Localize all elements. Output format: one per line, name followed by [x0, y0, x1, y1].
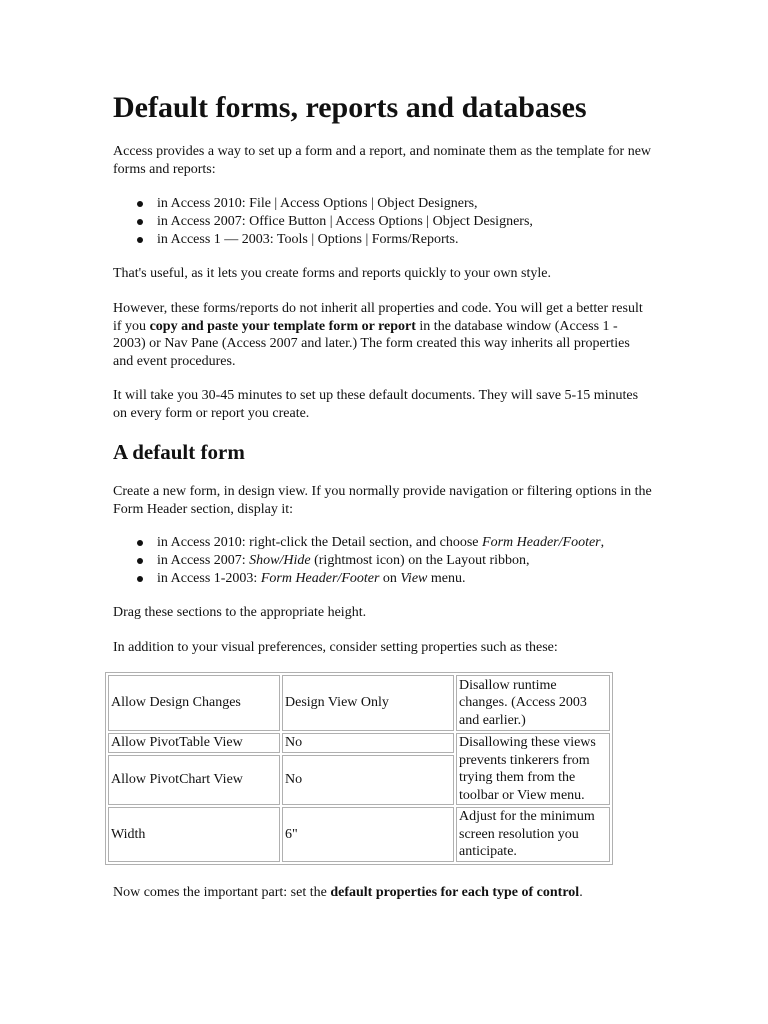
- property-value-cell: 6": [282, 807, 454, 862]
- however-paragraph: However, these forms/reports do not inherit all properties and code. You will get a better result if you copy and paste your template form or report in the database window (Access 1 - 2003) or Nav Pane (Access 2007 and later.) The form created this way inherits all properties and event procedures.: [113, 301, 643, 369]
- table-row: [108, 807, 610, 862]
- template-location-list: [113, 195, 653, 249]
- property-note-cell: Disallowing these views prevents tinkerers from trying them from the toolbar or View menu.: [456, 733, 610, 805]
- time-paragraph: It will take you 30-45 minutes to set up these default documents. They will save 5-15 minutes on every form or report you create.: [113, 388, 639, 421]
- property-name-cell: Allow PivotTable View: [108, 733, 280, 753]
- property-value-cell: No: [282, 755, 454, 805]
- table-row: [108, 733, 610, 753]
- copy-paste-emphasis: copy and paste your template form or report: [149, 318, 416, 334]
- property-name-cell: Allow Design Changes: [108, 675, 280, 731]
- list-item: in Access 2010: right-click the Detail section, and choose Form Header/Footer,: [113, 534, 653, 552]
- addition-paragraph: In addition to your visual preferences, consider setting properties such as these:: [113, 640, 558, 655]
- table-row: [108, 675, 610, 731]
- section-heading: A default form: [113, 440, 245, 464]
- list-item: in Access 2010: File | Access Options | Object Designers,: [113, 195, 653, 213]
- property-value-cell: Design View Only: [282, 675, 454, 731]
- create-form-paragraph: Create a new form, in design view. If you normally provide navigation or filtering options in the Form Header section, display it:: [113, 484, 652, 517]
- property-name-cell: Allow PivotChart View: [108, 755, 280, 805]
- form-header-list: [113, 534, 653, 588]
- property-note-cell: Adjust for the minimum screen resolution you anticipate.: [456, 807, 610, 862]
- property-value-cell: No: [282, 733, 454, 753]
- page-title: Default forms, reports and databases: [113, 91, 587, 124]
- property-name-cell: Width: [108, 807, 280, 862]
- default-properties-emphasis: default properties for each type of control: [330, 885, 580, 900]
- closing-paragraph: Now comes the important part: set the default properties for each type of control.: [113, 885, 583, 900]
- list-item: in Access 1 — 2003: Tools | Options | Forms/Reports.: [113, 231, 653, 249]
- list-item: in Access 2007: Show/Hide (rightmost icon) on the Layout ribbon,: [113, 552, 653, 570]
- drag-paragraph: Drag these sections to the appropriate height.: [113, 605, 367, 620]
- intro-paragraph: Access provides a way to set up a form and a report, and nominate them as the template for new forms and reports:: [113, 144, 652, 177]
- property-note-cell: Disallow runtime changes. (Access 2003 and earlier.): [456, 675, 610, 731]
- list-item: in Access 2007: Office Button | Access Options | Object Designers,: [113, 213, 653, 231]
- list-item: in Access 1-2003: Form Header/Footer on View menu.: [113, 570, 653, 588]
- useful-paragraph: That's useful, as it lets you create forms and reports quickly to your own style.: [113, 266, 551, 281]
- properties-table: [105, 672, 613, 865]
